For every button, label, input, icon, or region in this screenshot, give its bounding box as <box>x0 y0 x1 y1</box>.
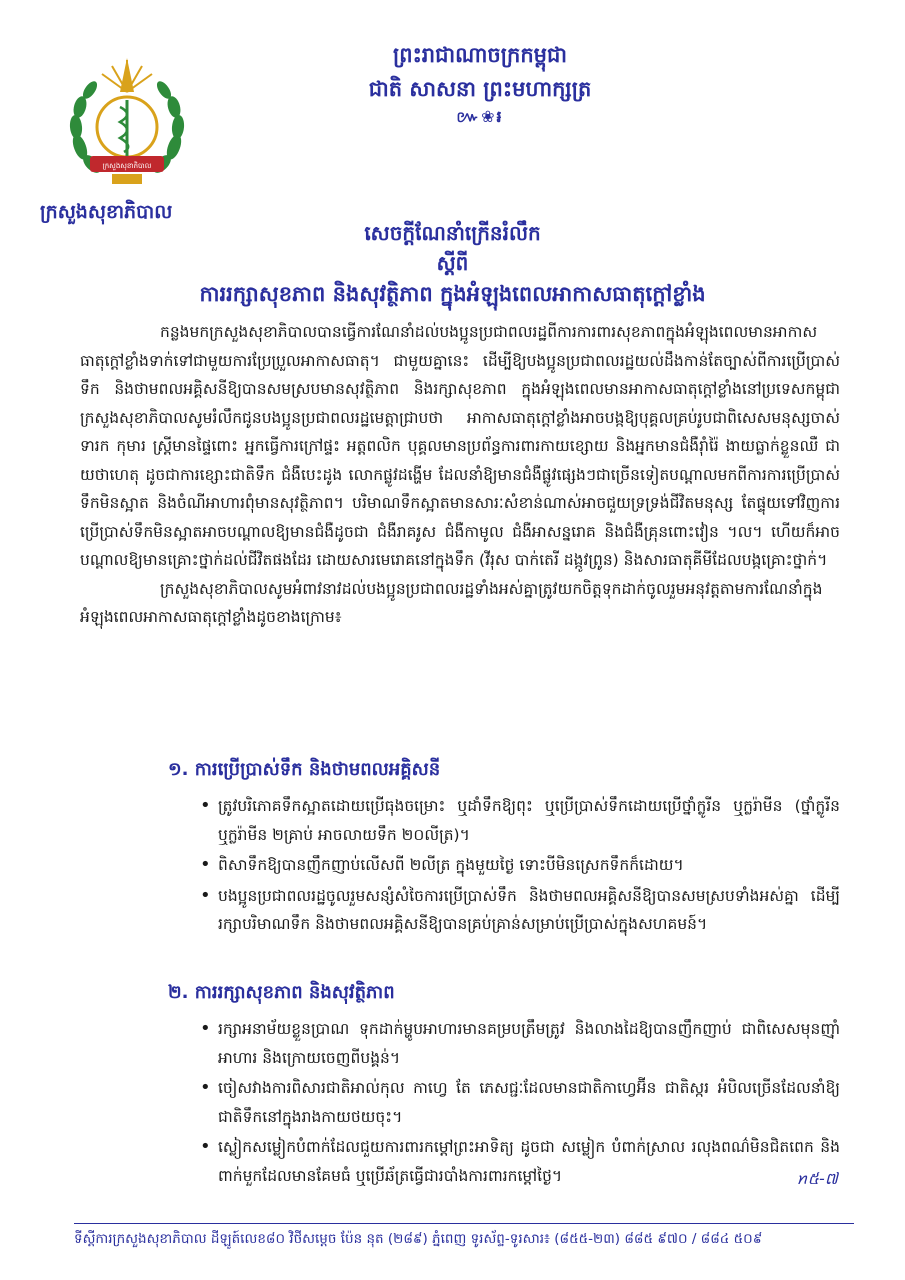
kingdom-title: ព្រះរាជាណាចក្រកម្ពុជា <box>392 43 567 67</box>
list-item: • បងប្អូនប្រជាពលរដ្ឋចូលរួមសន្សំសំចៃការប្រើប្រាស់ទឹក និងថាមពលអគ្គិសនីឱ្យបានសមស្របទាំងអស់គ្នា ដើម្បីរក្សាបរិមាណទឹក និងថាមពលអគ្គិសនីឱ្យបានគ្រប់គ្រាន់សម្រាប់ប្រើប្រាស់ក្នុងសហគមន៍។ <box>200 882 840 939</box>
footer-divider <box>74 1223 854 1224</box>
national-motto: ជាតិ សាសនា ព្រះមហាក្សត្រ <box>368 77 592 101</box>
list-item: • ត្រូវបរិភោគទឹកស្អាតដោយប្រើធុងចម្រោះ ឬដាំទឹកឱ្យពុះ ឬប្រើប្រាស់ទឹកដោយប្រើថ្នាំក្លូរីន ឬក្លរ៉ាមីន (ថ្នាំក្លូរីន ឬក្លរ៉ាមីន ២គ្រាប់ អាចលាយទឹក ២០លីត្រ)។ <box>200 792 840 849</box>
list-item: • ចៀសវាងការពិសារជាតិអាល់កុល កាហ្វេ តែ ភេសជ្ជៈដែលមានជាតិកាហ្វេអ៊ីន ជាតិស្ករ អំបិលច្រើនដែលនាំឱ្យជាតិទឹកនៅក្នុងរាងកាយថយចុះ។ <box>200 1074 840 1131</box>
document-body <box>80 318 840 632</box>
health-ministry-emblem-icon <box>62 52 192 202</box>
title-line-2: ស្តីពី <box>436 251 469 275</box>
handwritten-initials: ꪀ៥-៧ <box>796 1169 838 1188</box>
list-item: • រក្សាអនាម័យខ្លួនប្រាណ ទុកដាក់ម្ហូបអាហារមានគម្របត្រឹមត្រូវ និងលាងដៃឱ្យបានញឹកញាប់ ជាពិសេសមុនញ៉ាំអាហារ និងក្រោយចេញពីបង្គន់។ <box>200 1015 840 1072</box>
logo-ribbon-text: ក្រសួងសុខាភិបាល <box>102 162 152 170</box>
section-1-list <box>200 792 840 941</box>
appeal-paragraph: ក្រសួងសុខាភិបាលសូមអំពាវនាវដល់បងប្អូនប្រជាពលរដ្ឋទាំងអស់គ្នាត្រូវយកចិត្តទុកដាក់ចូលរួមអនុវត្តតាមការណែនាំក្នុងអំឡុងពេលអាកាសធាតុក្តៅខ្លាំងដូចខាងក្រោម៖ <box>80 579 823 626</box>
section-1-heading: ១. ការប្រើប្រាស់ទឹក និងថាមពលអគ្គិសនី <box>168 759 441 780</box>
ministry-name: ក្រសួងសុខាភិបាល <box>40 201 173 223</box>
title-line-1: សេចក្តីណែនាំក្រើនរំលឹក <box>364 221 541 245</box>
ministry-logo <box>62 52 192 202</box>
list-item: • ពិសាទឹកឱ្យបានញឹកញាប់លើសពី ២លីត្រ ក្នុងមួយថ្ងៃ ទោះបីមិនស្រេកទឹកក៏ដោយ។ <box>200 851 840 880</box>
section-2-heading: ២. ការរក្សាសុខភាព និងសុវត្ថិភាព <box>168 982 395 1003</box>
title-line-3: ការរក្សាសុខភាព និងសុវត្ថិភាព ក្នុងអំឡុងពេលអាកាសធាតុក្តៅខ្លាំង <box>199 282 706 306</box>
list-item: • ស្លៀកសម្លៀកបំពាក់ដែលជួយការពារកម្តៅព្រះអាទិត្យ ដូចជា សម្លៀក បំពាក់ស្រាល រលុងពណ៌មិនជិតពេក និងពាក់មួកដែលមានគែមធំ ឬប្រើឆ័ត្រធ្វើជារបាំងការពារកម្តៅថ្ងៃ។ <box>200 1133 840 1190</box>
kingdom-header <box>300 38 660 128</box>
intro-paragraph: កន្លងមកក្រសួងសុខាភិបាលបានធ្វើការណែនាំដល់បងប្អូនប្រជាពលរដ្ឋពីការការពារសុខភាពក្នុងអំឡុងពេលមានអាកាសធាតុក្តៅខ្លាំងទាក់ទៅជាមួយការប្រែប្រួលអាកាសធាតុ។ ជាមួយគ្នានេះ ដើម្បីឱ្យបងប្អូនប្រជាពលរដ្ឋយល់ដឹងកាន់តែច្បាស់ពីការប្រើប្រាស់ទឹក និងថាមពលអគ្គិសនីឱ្យបានសមស្របមានសុវត្ថិភាព និងរក្សាសុខភាព ក្នុងអំឡុងពេលមានអាកាសធាតុក្តៅខ្លាំងនៅប្រទេសកម្ពុជា ក្រសួងសុខាភិបាលសូមរំលឹកជូនបងប្អូនប្រជាពលរដ្ឋមេត្តាជ្រាបថា អាកាសធាតុក្តៅខ្លាំងអាចបង្កឱ្យបុគ្គលគ្រប់រូបជាពិសេសមនុស្សចាស់ ទារក កុមារ ស្ត្រីមានផ្ទៃពោះ អ្នកធ្វើការក្រៅផ្ទះ អត្តពលិក បុគ្គលមានប្រព័ន្ធការពារកាយខ្សោយ និងអ្នកមានជំងឺរ៉ាំរ៉ៃ ងាយធ្លាក់ខ្លួនឈឺ ជាយថាហេតុ ដូចជាការខ្សោះជាតិទឹក ជំងឺបេះដូង លោកផ្លូវដង្ហើម ដែលនាំឱ្យមានជំងឺផ្លូវផ្សេងៗជាច្រើនទៀតបណ្តាលមកពីការការប្រើប្រាស់ទឹកមិនស្អាត និងចំណីអាហារពុំមានសុវត្ថិភាព។ បរិមាណទឹកស្អាតមានសារៈសំខាន់ណាស់អាចជួយទ្រទ្រង់ជីវិតមនុស្ស តែផ្ទុយទៅវិញការប្រើប្រាស់ទឹកមិនស្អាតអាចបណ្តាលឱ្យមានជំងឺដូចជា ជំងឺរាគរូស ជំងឺកាមូល ជំងឺអាសន្នរោគ និងជំងឺគ្រុនពោះវៀន ។ល។ ហើយក៏អាចបណ្តាលឱ្យមានគ្រោះថ្នាក់ដល់ជីវិតផងដែរ ដោយសារមេរោគនៅក្នុងទឹក (វីរុស បាក់តេរី ដង្កូវព្រូន) និងសារធាតុគីមីដែលបង្កគ្រោះថ្នាក់។ <box>80 323 840 569</box>
document-title <box>80 218 825 310</box>
footer-address: ទីស្តីការក្រសួងសុខាភិបាល ដីឡូត៍លេខ៨០ វិថីសម្តេច ប៉ែន នុត (២៨៩) ភ្នំពេញ ទូរស័ព្ទ-ទូរសារ៖ (៨៥៥-២៣) ៨៨៥ ៩៧០ / ៨៨៤ ៥០៩ <box>74 1231 763 1247</box>
header-ornament: ៚❀៛ <box>456 107 504 126</box>
section-2-list <box>200 1015 840 1192</box>
